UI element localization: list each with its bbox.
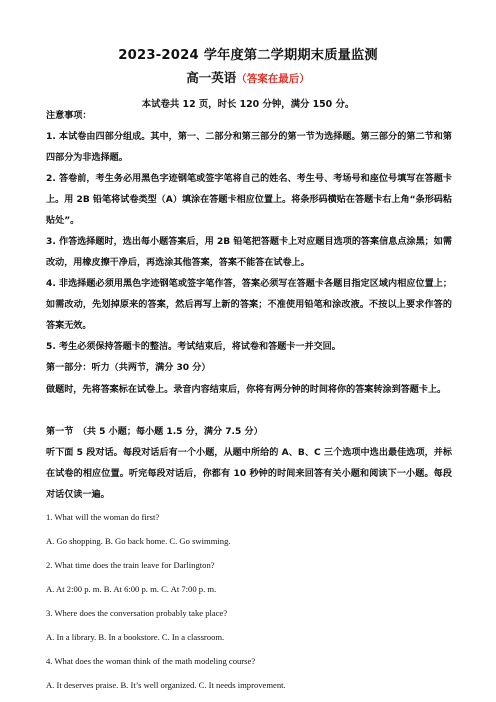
part1-instruction: 做题时，先将答案标在试卷上。录音内容结束后，你将有两分钟的时间将你的答案转涂到答题卡上。 <box>46 385 447 395</box>
question-1: 1. What will the woman do first? <box>46 512 160 522</box>
question-1-options: A. Go shopping. B. Go back home. C. Go swimming. <box>46 536 231 546</box>
notes-heading: 注意事项： <box>46 111 92 121</box>
note-item-4: 4. 非选择题必须用黑色字迹钢笔或签字笔作答，答案必须写在答题卡各题目指定区域内相应位置上；如需改动，先划掉原来的答案，然后再写上新的答案；不准使用铅笔和涂改液。不按以上要求作答的答案无效。 <box>46 279 452 331</box>
question-3-options: A. In a library. B. In a bookstore. C. In a classroom. <box>46 632 225 642</box>
question-3: 3. Where does the conversation probably take place? <box>46 608 228 618</box>
exam-meta: 本试卷共 12 页，时长 120 分钟，满分 150 分。 <box>141 99 355 110</box>
subject-label: 高一英语 <box>186 70 237 85</box>
question-2-options: A. At 2:00 p. m. B. At 6:00 p. m. C. At 7:00 p. m. <box>46 584 217 594</box>
question-4: 4. What does the woman think of the math modeling course? <box>46 656 256 666</box>
answer-note: （答案在最后） <box>236 73 310 85</box>
section1-heading: 第一节 （共 5 小题；每小题 1.5 分，满分 7.5 分） <box>46 427 263 437</box>
exam-title: 2023-2024 学年度第二学期期末质量监测 <box>118 48 378 63</box>
part1-heading: 第一部分：听力（共两节，满分 30 分） <box>46 363 211 373</box>
note-item-1: 1. 本试卷由四部分组成。其中，第一、二部分和第三部分的第一节为选择题。第三部分的第二节和第四部分为非选择题。 <box>46 132 452 163</box>
exam-subject <box>0 68 496 86</box>
section1-instruction: 听下面 5 段对话。每段对话后有一个小题，从题中所给的 A、B、C 三个选项中选出最佳选项，并标在试卷的相应位置。听完每段对话后，你都有 10 秒钟的时间来回答有关小题和阅读下一小题。每段对话仅读一遍。 <box>46 448 452 500</box>
question-2: 2. What time does the train leave for Darlington? <box>46 560 215 570</box>
note-item-3: 3. 作答选择题时，选出每小题答案后，用 2B 铅笔把答题卡上对应题目选项的答案信息点涂黑；如需改动，用橡皮擦干净后，再选涂其他答案，答案不能答在试卷上。 <box>46 237 452 268</box>
question-4-options: A. It deserves praise. B. It’s well organized. C. It needs improvement. <box>46 680 286 690</box>
note-item-2: 2. 答卷前，考生务必用黑色字迹钢笔或签字笔将自己的姓名、考生号、考场号和座位号填写在答题卡上。用 2B 铅笔将试卷类型（A）填涂在答题卡相应位置上。将条形码横贴在答题卡右上角“条形码粘贴处”。 <box>46 174 452 226</box>
note-item-5: 5. 考生必须保持答题卡的整洁。考试结束后，将试卷和答题卡一并交回。 <box>46 342 341 352</box>
